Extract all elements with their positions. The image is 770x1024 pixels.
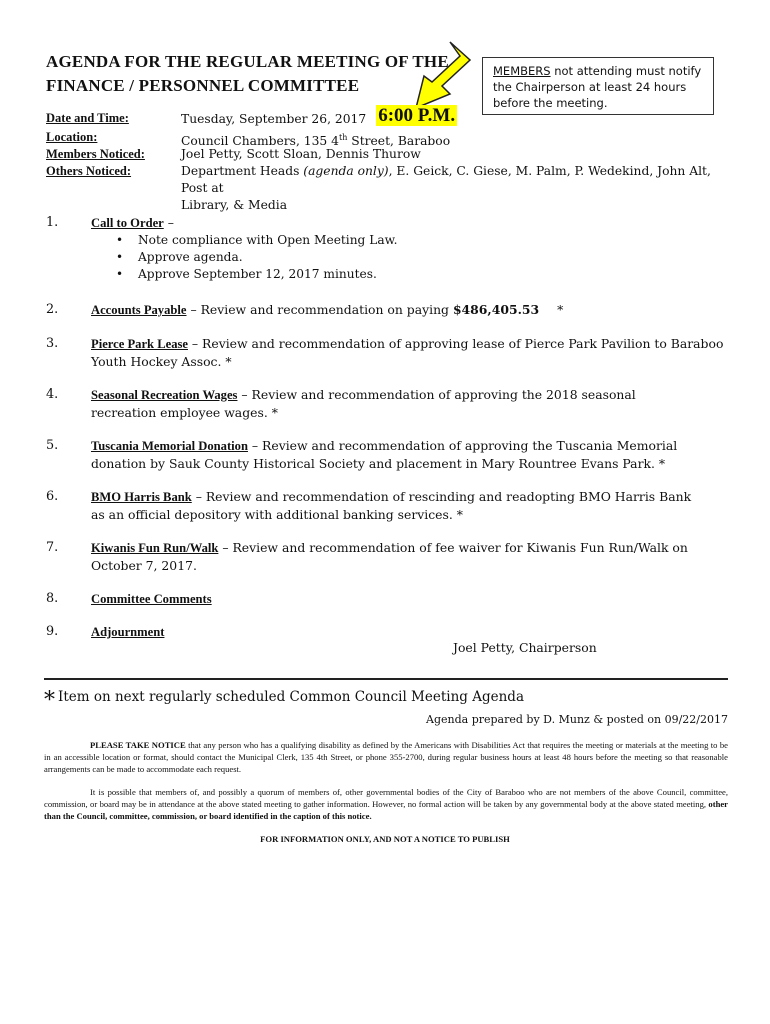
- item-title: Kiwanis Fun Run/Walk: [91, 541, 219, 555]
- item-desc: – Review and recommendation of rescinding and readopting BMO Harris Bank as an official depository with additional banking services. *: [91, 489, 692, 522]
- item-desc: – Review and recommendation of approving the 2018 seasonal recreation employee wages. *: [91, 387, 636, 420]
- item-star: *: [557, 302, 564, 317]
- item-desc: – Review and recommendation on paying: [186, 302, 453, 317]
- payable-amount: $486,405.53: [452, 302, 540, 317]
- others-noticed-value: [181, 163, 721, 214]
- date-time-value: [181, 106, 457, 128]
- item-number: 8.: [46, 591, 59, 606]
- agenda-item-2: [91, 301, 731, 319]
- notice-text: that any person who has a qualifying disability as defined by the Americans with Disabilities Act that requires the meeting or materials at the meeting to be in an accessible location or format, should contact the Municipal Clerk, 135 4th Street, or phone 355-2700, during regular business hours at least 48 hours before the meeting so that reasonable arrangements can be made to accommodate each request.: [44, 740, 728, 774]
- item-desc: – Review and recommendation of approving the Tuscania Memorial donation by Sauk County Historical Society and placement in Mary Rountree Evans Park. *: [91, 438, 678, 471]
- star-note-text: Item on next regularly scheduled Common Council Meeting Agenda: [58, 689, 524, 705]
- bullet-item: • Approve September 12, 2017 minutes.: [116, 266, 397, 283]
- agenda-item-5: [91, 437, 731, 472]
- notice-bold: other than the Council, committee, commission, or board identified in the caption of this notice.: [44, 799, 728, 821]
- members-word: MEMBERS: [493, 64, 551, 78]
- notice-text: It is possible that members of, and possibly a quorum of members of, other governmental bodies of the City of Baraboo who are not members of the above Council, committee, commission, or board may be in attendance at the above stated meeting to gather information. However, no formal action will be taken by any governmental body at the above stated meeting,: [44, 787, 728, 809]
- location-sup: th: [339, 133, 348, 142]
- members-notice-box: [482, 57, 714, 115]
- item-number: 7.: [46, 540, 59, 555]
- item-title: Call to Order: [91, 216, 164, 230]
- agenda-item-7: [91, 539, 731, 574]
- call-to-order-bullets: [116, 232, 397, 283]
- bullet-item: • Note compliance with Open Meeting Law.: [116, 232, 397, 249]
- members-noticed-value: Joel Petty, Scott Sloan, Dennis Thurow: [181, 147, 421, 161]
- item-number: 4.: [46, 387, 59, 402]
- item-number: 3.: [46, 336, 59, 351]
- others-pre: Department Heads: [181, 164, 304, 178]
- agenda-item-4: [91, 386, 691, 421]
- agenda-item-9: [91, 623, 731, 641]
- agenda-item-6: [91, 488, 701, 523]
- item-title: Adjournment: [91, 625, 165, 639]
- item-desc: –: [163, 215, 174, 230]
- ada-notice: [44, 739, 728, 775]
- item-title: Pierce Park Lease: [91, 337, 188, 351]
- others-post: , E. Geick, C. Giese, M. Palm, P. Wedekind, John Alt, Post at: [181, 164, 711, 195]
- date-label: Date and Time:: [46, 111, 129, 125]
- agenda-item-8: [91, 590, 731, 608]
- agenda-item-1: [91, 214, 731, 232]
- location-text: Council Chambers, 135 4: [181, 134, 339, 149]
- date-value: Tuesday, September 26, 2017: [181, 112, 367, 126]
- others-italic: (agenda only): [303, 164, 389, 178]
- item-desc: – Review and recommendation of approving lease of Pierce Park Pavilion to Baraboo Youth Hockey Assoc. *: [91, 336, 724, 369]
- item-title: Committee Comments: [91, 592, 212, 606]
- item-desc: – Review and recommendation of fee waiver for Kiwanis Fun Run/Walk on October 7, 2017.: [91, 540, 688, 573]
- others-line-2: Library, & Media: [181, 198, 288, 212]
- members-noticed-label: Members Noticed:: [46, 147, 145, 161]
- item-number: 2.: [46, 302, 59, 317]
- item-title: BMO Harris Bank: [91, 490, 192, 504]
- others-noticed-label: Others Noticed:: [46, 164, 132, 178]
- item-number: 9.: [46, 624, 59, 639]
- quorum-notice: [44, 786, 728, 822]
- item-title: Tuscania Memorial Donation: [91, 439, 248, 453]
- agenda-title: [46, 50, 466, 98]
- time-value: 6:00 P.M.: [378, 105, 456, 126]
- notice-box-text: not attending must notify the Chairperson at least 24 hours before the meeting.: [493, 64, 702, 110]
- bullet-item: • Approve agenda.: [116, 249, 397, 266]
- item-title: Seasonal Recreation Wages: [91, 388, 238, 402]
- location-text-end: Street, Baraboo: [347, 134, 451, 149]
- yellow-arrow-icon: [410, 40, 472, 112]
- divider-line: [44, 678, 728, 680]
- item-number: 1.: [46, 215, 59, 230]
- star-note: [44, 688, 524, 713]
- agenda-item-3: [91, 335, 731, 370]
- item-number: 6.: [46, 489, 59, 504]
- prepared-by: Agenda prepared by D. Munz & posted on 09/22/2017: [426, 713, 728, 726]
- chairperson-signature: Joel Petty, Chairperson: [453, 640, 597, 655]
- info-only-note: FOR INFORMATION ONLY, AND NOT A NOTICE TO PUBLISH: [260, 834, 510, 844]
- item-number: 5.: [46, 438, 59, 453]
- star-icon: *: [44, 688, 55, 713]
- title-line-1: AGENDA FOR THE REGULAR MEETING OF THE: [46, 52, 449, 71]
- notice-bold: PLEASE TAKE NOTICE: [90, 740, 186, 750]
- item-title: Accounts Payable: [91, 303, 187, 317]
- location-label: Location:: [46, 130, 98, 144]
- title-line-2: FINANCE / PERSONNEL COMMITTEE: [46, 76, 360, 95]
